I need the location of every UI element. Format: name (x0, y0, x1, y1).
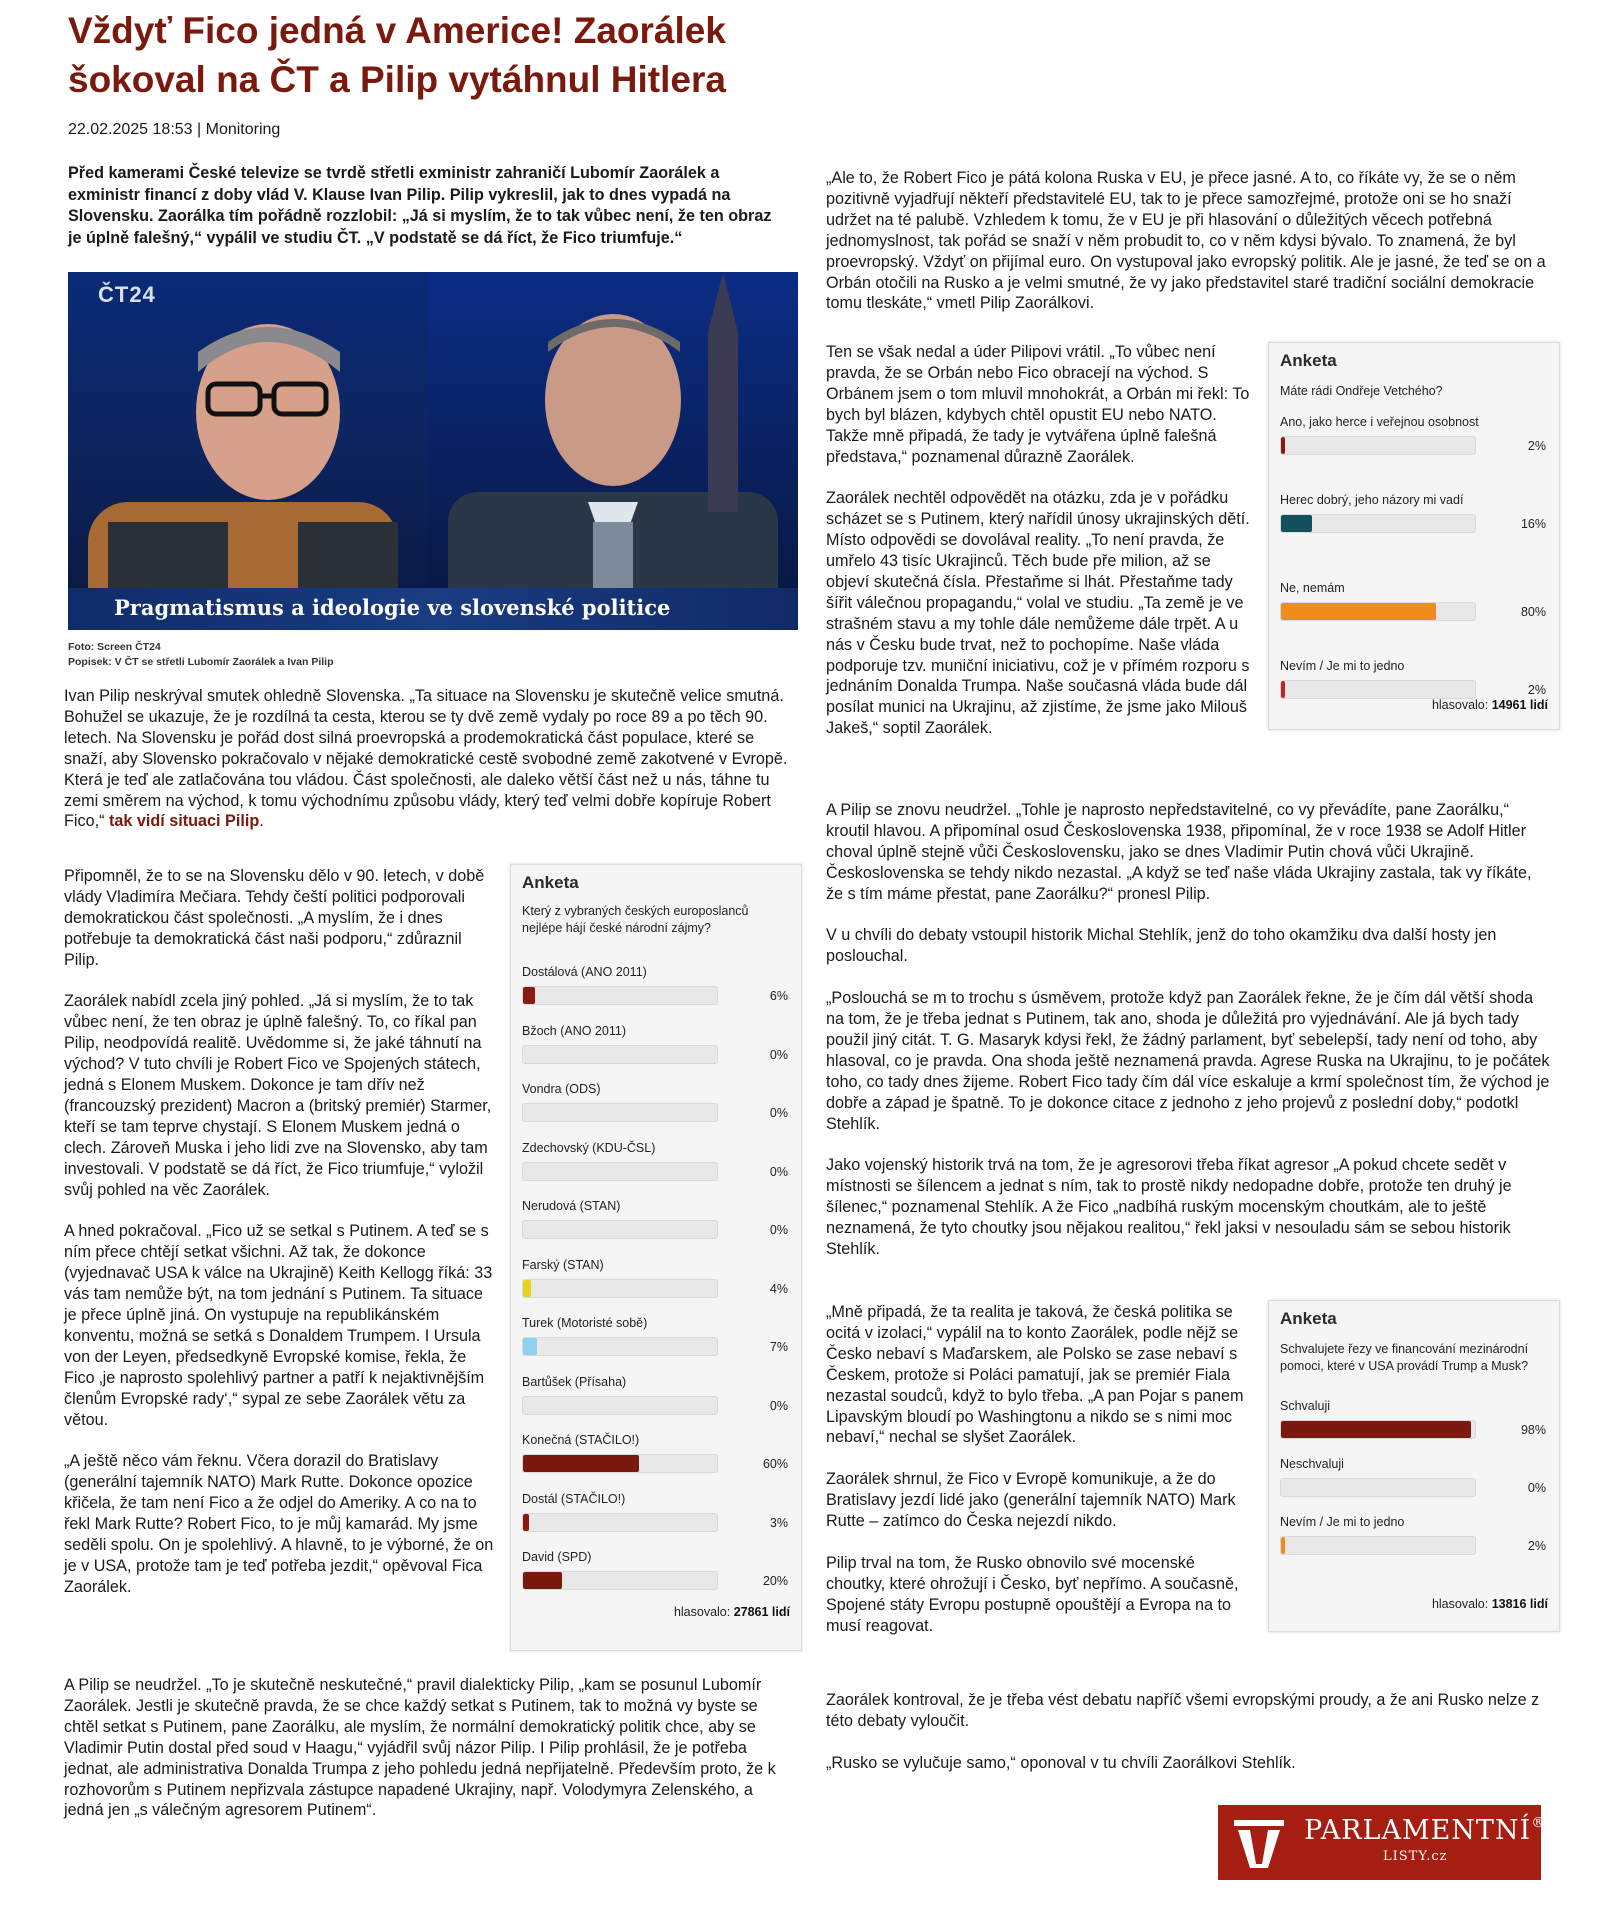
poll-option[interactable] (522, 1139, 792, 1181)
paragraph: Zaorálek kontroval, že je třeba vést debatu napříč všemi evropskými proudy, a že ani Rusko nelze z této debaty vyloučit. (826, 1691, 1540, 1730)
poll-bar-track (1280, 1536, 1476, 1555)
poll-bar-track (522, 1279, 718, 1298)
photo-caption-bar (68, 588, 798, 630)
poll-question: Který z vybraných českých europoslanců nejlépe hájí české národní zájmy? (522, 904, 749, 935)
poll-option[interactable] (1280, 1397, 1550, 1439)
left-column-narrow (64, 866, 494, 1619)
poll-total-label: hlasovalo: (1431, 1597, 1492, 1611)
poll-total-count: 13816 lidí (1491, 1597, 1548, 1611)
poll-option-label: Dostál (STAČILO!) (522, 1491, 626, 1506)
poll-option-percent: 0% (769, 1164, 788, 1179)
poll-option[interactable] (1280, 491, 1550, 533)
poll-option-percent: 2% (1527, 683, 1546, 697)
link-pilip-situation[interactable]: tak vidí situaci Pilip (108, 812, 260, 831)
article-meta: 22.02.2025 18:53 | Monitoring (68, 121, 281, 138)
poll-option[interactable] (522, 963, 792, 1005)
logo-emblem-icon (1228, 1812, 1290, 1872)
poll-option-percent: 20% (762, 1574, 788, 1588)
poll-question: Máte rádi Ondřeje Vetchého? (1280, 384, 1443, 398)
poll-option[interactable] (1280, 1455, 1550, 1497)
poll-option-percent: 60% (762, 1457, 788, 1471)
poll-option-label: Konečná (STAČILO!) (522, 1433, 640, 1447)
poll-total-count: 14961 lidí (1491, 698, 1548, 712)
poll-bar-track (522, 1337, 718, 1356)
poll-option-percent: 2% (1527, 1539, 1546, 1553)
logo-name (1304, 1815, 1546, 1846)
poll-option-percent: 0% (769, 1398, 788, 1413)
poll-option-label: Vondra (ODS) (522, 1082, 601, 1096)
poll-usa-cuts (1268, 1300, 1560, 1632)
paragraph (64, 686, 796, 832)
right-column-narrow-2 (826, 1302, 1256, 1657)
poll-option[interactable] (522, 1080, 792, 1122)
poll-option-percent: 3% (769, 1515, 788, 1530)
poll-total-label: hlasovalo: (673, 1605, 734, 1619)
poll-bar-track (522, 1513, 718, 1532)
poll-option[interactable] (1280, 413, 1550, 455)
poll-heading: Anketa (1280, 351, 1337, 370)
logo-registered: ® (1531, 1815, 1547, 1831)
poll-option-label: Nevím / Je mi to jedno (1280, 1515, 1405, 1529)
poll-option[interactable] (522, 1022, 792, 1064)
poll-total-votes (1432, 1597, 1548, 1611)
poll-europoslanci (510, 864, 802, 1651)
poll-option-percent: 0% (1527, 1481, 1546, 1495)
paragraph: A Pilip se znovu neudržel. „Tohle je naprosto nepředstavitelné, co vy převádíte, pane Zaorálku,“ kroutil hlavou. A připomínal osud Československa 1938, připomínal, že v roce 1938 se Adolf Hitler choval úplně stejně vůči Československu, jako se dnes Vladimir Putin chová vůči Ukrajině. Československa se tehdy nikdo nezastal. „A když se teď naše vláda Ukrajiny zastala, tak vy říkáte, že s tím máme přestat, pane Zaorálku?“ pronesl Pilip. (826, 801, 1532, 903)
right-column-end (826, 1690, 1552, 1795)
poll-bar-fill (1281, 1537, 1285, 1554)
article-photo[interactable] (68, 272, 798, 630)
poll-option-percent: 6% (769, 989, 788, 1003)
poll-bar-fill (523, 987, 535, 1004)
paragraph: Pilip trval na tom, že Rusko obnovilo své mocenské choutky, které ohrožují i Česko, byť nepřímo. A současně, Spojené státy Evropu postupně opouštějí a Evropa na to musí reagovat. (826, 1553, 1239, 1635)
paragraph: Zaorálek nabídl zcela jiný pohled. „Já si myslím, že to tak vůbec není, že ten obraz je úplně falešný. To, co říkal pan Pilip, neodpovídá realitě. Uvědomme si, že jaké táhnutí na východ? V tuto chvíli je Robert Fico ve Spojených státech, jedná s Elonem Muskem. Dokonce je tam dřív než (francouzský prezident) Macron a (britský premiér) Starmer, kteří se tam teprve chystají. S Elonem Muskem jedná o clech. Zároveň Muska i jeho lidi zve na Slovensko, aby tam investovali. V podstatě se dá říct, že Fico triumfuje,“ vyložil svůj pohled na věc Zaorálek. (64, 992, 492, 1199)
paragraph: Připomněl, že to se na Slovensku dělo v 90. letech, v době vlády Vladimíra Mečiara. Tehdy čeští politici podporovali demokratickou část společnosti. „A myslím, že i dnes potřebuje ta demokratická část naši podporu,“ zdůraznil Pilip. (64, 867, 485, 969)
paragraph: V u chvíli do debaty vstoupil historik Michal Stehlík, jenž do toho okamžiku dva další hosty jen poslouchal. (826, 926, 1497, 966)
poll-option-percent: 0% (769, 1223, 788, 1237)
poll-option-label: Bžoch (ANO 2011) (522, 1023, 626, 1038)
poll-bar-track (522, 1162, 718, 1181)
poll-bar-track (1280, 1420, 1476, 1439)
poll-bar-track (522, 1571, 718, 1590)
poll-bar-fill (523, 1514, 529, 1531)
poll-option-label: Dostálová (ANO 2011) (522, 965, 647, 979)
poll-option-label: Ne, nemám (1280, 581, 1345, 595)
poll-option[interactable] (522, 1256, 792, 1298)
paragraph: A hned pokračoval. „Fico už se setkal s Putinem. A teď se s ním přece chtějí setkat všichni. Až tak, že dokonce (vyjednavač USA k válce na Ukrajině) Keith Kellogg říká: 33 vás tam nemůže být, na tom jednání s Putinem. Ta situace je přece úplně jiná. On vystupuje na republikánském konventu, možná se setká s Donaldem Trumpem. I Ursula von der Leyen, předsedkyně Evropské komise, řekla, že Fico ‚je naprosto spolehlivý partner a patří k nejaktivnějším členům Evropské rady‘,“ sypal ze sebe Zaorálek větu za větou. (64, 1222, 493, 1429)
poll-option-percent: 16% (1520, 517, 1546, 531)
poll-bar-track (1280, 514, 1476, 533)
poll-option-label: Turek (Motoristé sobě) (522, 1316, 648, 1330)
logo-sub: LISTY.cz (1383, 1849, 1448, 1864)
poll-bar-track (522, 1103, 718, 1122)
right-column-middle (826, 800, 1552, 1281)
poll-total-label: hlasovalo: (1431, 698, 1492, 712)
parlamentni-listy-logo[interactable] (1218, 1805, 1547, 1880)
poll-vetchy (1268, 342, 1560, 730)
poll-option[interactable] (522, 1431, 792, 1473)
poll-bar-track (1280, 680, 1476, 699)
poll-option-label: Bartůšek (Přísaha) (522, 1374, 627, 1389)
paragraph: Jako vojenský historik trvá na tom, že je agresorovi třeba říkat agresor „A pokud chcete sedět v místnosti se šílencem a jednat s ním, tak to prostě nikdy nedopadne dobře, protože ten druhý je šílenec,“ poznamenal Stehlík. A že Fico „nadbíhá ruským mocenským choutkám, ale to ještě neznamená, že tyto choutky jsou nějakou realitou,“ řekl jaksi v nesouladu sám se sebou historik Stehlík. (826, 1156, 1512, 1258)
poll-question: Schvalujete řezy ve financování mezinárodní pomoci, které v USA provádí Trump a Musk? (1280, 1342, 1529, 1373)
photo-caption-text: Pragmatismus a ideologie ve slovenské politice (114, 595, 671, 620)
ct24-logo: ČT24 (98, 282, 156, 307)
poll-option-label: David (SPD) (522, 1550, 592, 1564)
photo-people-illustration (68, 272, 798, 630)
poll-bar-fill (523, 1572, 562, 1589)
poll-bar-track (522, 1396, 718, 1415)
foto-popisek: Popisek: V ČT se střetli Lubomír Zaorálek a Ivan Pilip (68, 656, 334, 668)
poll-option[interactable] (1280, 579, 1550, 621)
poll-bar-track (522, 1220, 718, 1239)
paragraph: „A ještě něco vám řeknu. Včera dorazil do Bratislavy (generální tajemník NATO) Mark Rutte. Dokonce opozice křičela, že tam není Fico a že odjel do Ameriky. A co na to řekl Mark Rutte? Robert Fico, to je můj kamarád. My jsme seděli spolu. On je spolehlivý. A hlavně, to je výborné, že on je v USA, protože tam je teď potřeba jezdit,“ opěvoval Fica Zaorálek. (64, 1452, 494, 1596)
poll-bar-track (522, 1045, 718, 1064)
photo-credits (68, 640, 334, 670)
poll-option-label: Ano, jako herce i veřejnou osobnost (1280, 415, 1479, 429)
poll-option[interactable] (522, 1373, 792, 1415)
poll-option[interactable] (1280, 1513, 1550, 1555)
poll-bar-track (1280, 602, 1476, 621)
poll-option-percent: 7% (769, 1340, 788, 1354)
poll-total-votes (674, 1605, 790, 1619)
poll-bar-track (522, 1454, 718, 1473)
poll-option[interactable] (1280, 657, 1550, 699)
poll-bar-fill (523, 1455, 639, 1472)
article-lead: Před kamerami České televize se tvrdě střetli exministr zahraničí Lubomír Zaorálek a exministr financí z doby vlád V. Klause Ivan Pilip. Pilip vykreslil, jak to dnes vypadá na Slovensku. Zaorálka tím pořádně rozzlobil: „Já si myslím, že to tak vůbec není, že ten obraz je úplně falešný,“ vypálil ve studiu ČT. „V podstatě se dá říct, že Fico triumfuje.“ (68, 164, 772, 247)
poll-total-votes (1432, 698, 1548, 712)
poll-bar-track (1280, 436, 1476, 455)
poll-heading: Anketa (1280, 1309, 1337, 1328)
poll-option-label: Schvaluji (1280, 1399, 1331, 1413)
poll-option-label: Neschvaluji (1280, 1457, 1344, 1471)
poll-option-percent: 0% (769, 1047, 788, 1062)
poll-bar-track (1280, 1478, 1476, 1497)
paragraph: „Poslouchá se m to trochu s úsměvem, protože když pan Zaorálek řekne, že je čím dál větší shoda na tom, že je třeba jednat s Putinem, tak ano, shoda je důležitá pro vyjednávání. Ale já bych tady použil jiný citát. T. G. Masaryk kdysi řekl, že žádný parlament, byť sebelepší, tady není od toho, aby hlasoval, co je pravda. Ona shoda ještě neznamená pravda. Agrese Ruska na Ukrajinu, to je počátek toho, co tady dnes žijeme. Robert Fico tady čím dál více eskaluje a krmí společnost tím, že východ je dobře a západ je špatně. To je dokonce citace z jednoho z jeho projevů z poslední doby,“ podotkl Stehlík. (826, 989, 1550, 1133)
poll-option-label: Nerudová (STAN) (522, 1199, 621, 1213)
poll-bar-fill (523, 1338, 537, 1355)
poll-option[interactable] (522, 1548, 792, 1590)
poll-heading: Anketa (522, 873, 579, 892)
poll-bar-fill (1281, 515, 1312, 532)
poll-option-label: Farský (STAN) (522, 1257, 604, 1272)
left-column-intro (64, 686, 796, 853)
poll-option-percent: 4% (769, 1281, 788, 1296)
left-column-final (64, 1675, 796, 1842)
paragraph-end: . (259, 812, 264, 831)
logo-name-text: PARLAMENTNÍ (1304, 1815, 1532, 1846)
poll-bar-fill (1281, 1421, 1471, 1438)
right-column-top (826, 168, 1552, 335)
paragraph: „Rusko se vylučuje samo,“ oponoval v tu chvíli Zaorálkovi Stehlík. (826, 1753, 1296, 1772)
poll-option-label: Nevím / Je mi to jedno (1280, 659, 1405, 673)
paragraph: „Ale to, že Robert Fico je pátá kolona Ruska v EU, je přece jasné. A to, co říkáte vy, že se o něm pozitivně vyjadřují někteří představitelé EU, tak to je přece samozřejmé, protože oni se ho snaží udržet na té palubě. Vzhledem k tomu, že v EU je při hlasování o důležitých věcech potřebná jednomyslnost, tak pořád se snaží v něm probudit to, co v něm kdysi bývalo. To znamená, že byl proevropský. Vždyť on přijímal euro. On vystupoval jako evropský politik. Ale je jasné, že teď se on a Orbán otočili na Rusko a je velmi smutné, že vy jako představitel staré tradiční sociální demokracie tomu tleskáte,“ vmetl Pilip Zaorálkovi. (826, 169, 1546, 313)
poll-bar-fill (1281, 681, 1285, 698)
poll-bar-fill (1281, 603, 1436, 620)
poll-option-label: Herec dobrý, jeho názory mi vadí (1280, 493, 1464, 507)
poll-option-percent: 80% (1520, 605, 1546, 619)
right-column-narrow-1 (826, 342, 1256, 760)
foto-credit: Foto: Screen ČT24 (68, 641, 161, 653)
article-title: Vždyť Fico jedná v Americe! Zaorálek šokoval na ČT a Pilip vytáhnul Hitlera (68, 10, 726, 100)
paragraph: Ten se však nedal a úder Pilipovi vrátil. „To vůbec není pravda, že se Orbán nebo Fico obracejí na východ. S Orbánem jsem o tom mluvil mnohokrát, a Orbán mi řekl: To bych byl blázen, kdybych chtěl opustit EU nebo NATO. Takže mně připadá, že tady je vytvářena úplně falešná představa,“ poznamenal důrazně Zaorálek. (826, 343, 1250, 466)
paragraph: Zaorálek shrnul, že Fico v Evropě komunikuje, a že do Bratislavy jezdí lidé jako (generální tajemník NATO) Mark Rutte – zatímco do Česka nejezdí nikdo. (826, 1470, 1236, 1531)
poll-total-count: 27861 lidí (733, 1605, 790, 1619)
poll-bar-fill (1281, 437, 1285, 454)
paragraph: Zaorálek nechtěl odpovědět na otázku, zda je v pořádku scházet se s Putinem, který nařídil únosy ukrajinských dětí. Místo odpovědi se dovolával reality. „To není pravda, že umřelo 43 tisíc Ukrajinců. Těch bude pře milion, až se objeví skutečná čísla. Přestaňme si lhát. Přestaňme tady šířit válečnou propagandu,“ volal ve studiu. „Ta země je ve strašném stavu a my tohle dále nemůžeme dále trpět. A u nás v Česku bude trvat, než to pochopíme. Naše vláda podporuje tzv. muniční iniciativu, což je v přímém rozporu s jednáním Donalda Trumpa. Naše současná vláda bude dál posílat munici na Ukrajinu, až zjistíme, že jsme jako Milouš Jakeš,“ soptil Zaorálek. (826, 489, 1250, 738)
poll-bar-fill (523, 1280, 531, 1297)
poll-option-percent: 0% (769, 1106, 788, 1120)
paragraph: A Pilip se neudržel. „To je skutečně neskutečné,“ pravil dialekticky Pilip, „kam se posunul Lubomír Zaorálek. Jestli je skutečně pravda, že se chce každý setkat s Putinem, tak to možná vy byste se chtěl setkat s Putinem, pane Zaorálku, ale myslím, že normální demokratický politik chce, aby se Vladimir Putin dostal před soud v Haagu,“ vyjádřil svůj názor Pilip. I Pilip prohlásil, že je potřeba jednat, ale administrativa Donalda Trumpa z jeho pohledu jedná nepřijatelně. Především proto, že k rozhovorům s Putinem nepřizvala zástupce napadené Ukrajiny, např. Volodymyra Zelenského, a jedná jen „s válečným agresorem Putinem“. (64, 1676, 776, 1820)
poll-option[interactable] (522, 1490, 792, 1532)
poll-option[interactable] (522, 1197, 792, 1239)
poll-bar-track (522, 986, 718, 1005)
poll-option[interactable] (522, 1314, 792, 1356)
poll-option-percent: 2% (1527, 439, 1546, 453)
poll-option-percent: 98% (1520, 1423, 1546, 1437)
poll-option-label: Zdechovský (KDU-ČSL) (522, 1140, 656, 1155)
paragraph-text: Ivan Pilip neskrýval smutek ohledně Slovenska. „Ta situace na Slovensku je skutečně velice smutná. Bohužel se ukazuje, že je rozdílná ta cesta, kterou se ty dvě země vydaly po roce 89 a po těch 90. letech. Na Slovensku je pořád dost silná proevropská a prodemokratická část populace, které se snaží, aby Slovensko pokračovalo v nějaké demokratické cestě svobodné země zakotvené v Evropě. Která je teď ale zatlačována tou vládou. Část společnosti, ale daleko větší část než u nás, táhne tu zemi směrem na východ, k tomu východnímu způsobu vlády, který teď velmi dobře kopíruje Robert Fico,“ (64, 687, 788, 831)
paragraph: „Mně připadá, že ta realita je taková, že česká politika se ocitá v izolaci,“ vypálil na to konto Zaorálek, podle nějž se Česko nebaví s Maďarskem, ale Polsko se zase nebaví s Českem, protože si Poláci pamatují, jak se premiér Fiala nezastal soudců, když to bylo třeba. „A pan Pojar s panem Lipavským bloudí po Washingtonu a nikdo se s nimi moc nebaví,“ nechal se slyšet Zaorálek. (826, 1303, 1244, 1447)
